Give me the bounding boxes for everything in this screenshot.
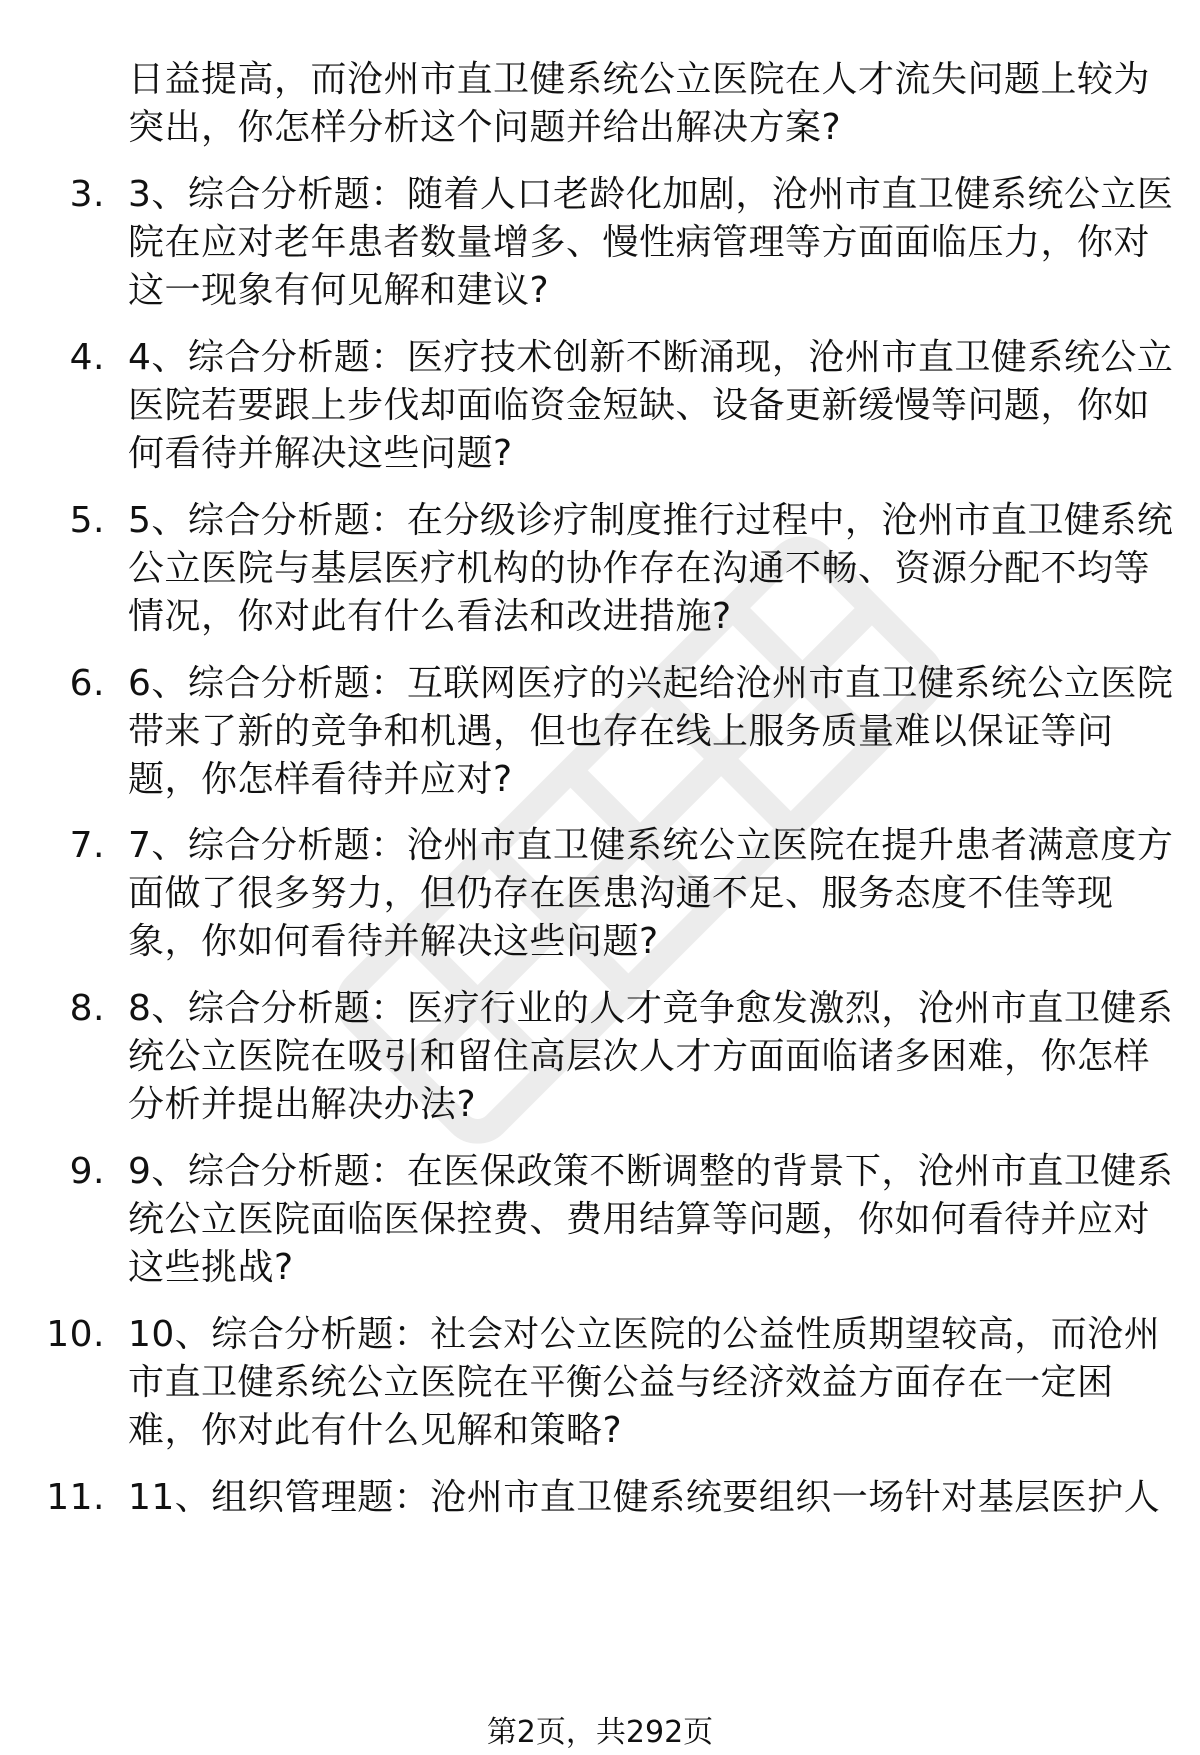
text-line: 9、综合分析题：在医保政策不断调整的背景下，沧州市直卫健系: [128, 1151, 1174, 1192]
text-line: 市直卫健系统公立医院在平衡公益与经济效益方面存在一定困: [128, 1362, 1114, 1403]
list-number: 3.: [69, 174, 105, 215]
text-line: 分析并提出解决办法?: [128, 1084, 477, 1125]
question-text: [128, 171, 1178, 315]
text-line: 何看待并解决这些问题?: [128, 433, 513, 474]
text-line: 题，你怎样看待并应对?: [128, 759, 513, 800]
text-line: 10、综合分析题：社会对公立医院的公益性质期望较高，而沧州: [128, 1314, 1161, 1355]
list-number: 10.: [46, 1314, 105, 1355]
text-line: 日益提高，而沧州市直卫健系统公立医院在人才流失问题上较为: [128, 59, 1151, 100]
text-line: 统公立医院面临医保控费、费用结算等问题，你如何看待并应对: [128, 1199, 1151, 1240]
text-line: 带来了新的竞争和机遇，但也存在线上服务质量难以保证等问: [128, 711, 1114, 752]
question-text: [128, 1148, 1178, 1292]
question-text: [128, 334, 1178, 478]
question-text: [128, 1311, 1178, 1455]
question-text: [128, 985, 1178, 1129]
text-line: 院在应对老年患者数量增多、慢性病管理等方面面临压力，你对: [128, 222, 1151, 263]
text-line: 7、综合分析题：沧州市直卫健系统公立医院在提升患者满意度方: [128, 825, 1174, 866]
text-line: 象，你如何看待并解决这些问题?: [128, 921, 659, 962]
text-line: 5、综合分析题：在分级诊疗制度推行过程中，沧州市直卫健系统: [128, 500, 1174, 541]
text-line: 3、综合分析题：随着人口老龄化加剧，沧州市直卫健系统公立医: [128, 174, 1174, 215]
question-text: [128, 1474, 1178, 1522]
text-line: 医院若要跟上步伐却面临资金短缺、设备更新缓慢等问题，你如: [128, 385, 1151, 426]
list-number: 5.: [69, 500, 105, 541]
text-line: 4、综合分析题：医疗技术创新不断涌现，沧州市直卫健系统公立: [128, 337, 1174, 378]
list-number: 8.: [69, 988, 105, 1029]
continuation-text: [128, 56, 1178, 152]
text-line: 面做了很多努力，但仍存在医患沟通不足、服务态度不佳等现: [128, 873, 1114, 914]
text-line: 难，你对此有什么见解和策略?: [128, 1410, 623, 1451]
list-number: 9.: [69, 1151, 105, 1192]
text-line: 公立医院与基层医疗机构的协作存在沟通不畅、资源分配不均等: [128, 548, 1151, 589]
text-line: 情况，你对此有什么看法和改进措施?: [128, 596, 732, 637]
list-number: 4.: [69, 337, 105, 378]
question-text: [128, 660, 1178, 804]
question-text: [128, 497, 1178, 641]
text-line: 11、组织管理题：沧州市直卫健系统要组织一场针对基层医护人: [128, 1477, 1161, 1518]
list-number: 6.: [69, 663, 105, 704]
text-line: 这一现象有何见解和建议?: [128, 270, 550, 311]
page-number-footer: 第2页，共292页: [486, 1715, 714, 1750]
text-line: 6、综合分析题：互联网医疗的兴起给沧州市直卫健系统公立医院: [128, 663, 1174, 704]
question-text: [128, 822, 1178, 966]
list-number: 11.: [46, 1477, 105, 1518]
list-number: 7.: [69, 825, 105, 866]
text-line: 突出，你怎样分析这个问题并给出解决方案?: [128, 107, 842, 148]
text-line: 这些挑战?: [128, 1247, 294, 1288]
text-line: 8、综合分析题：医疗行业的人才竞争愈发激烈，沧州市直卫健系: [128, 988, 1174, 1029]
text-line: 统公立医院在吸引和留住高层次人才方面面临诸多困难，你怎样: [128, 1036, 1151, 1077]
